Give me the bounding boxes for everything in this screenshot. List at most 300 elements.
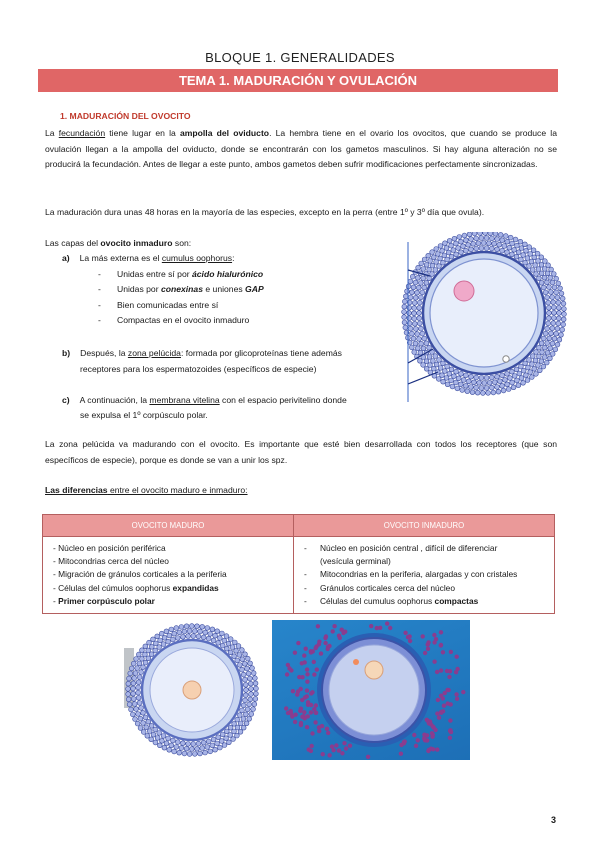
- cumulus-cell: [249, 712, 254, 717]
- cumulus-cell: [251, 671, 256, 676]
- cumulus-cell: [553, 347, 558, 352]
- cumulus-cell: [445, 364, 450, 369]
- cumulus-cell: [421, 363, 426, 368]
- cumulus-cell: [444, 376, 449, 381]
- cumulus-cell: [502, 244, 507, 249]
- cumulus-cell: [236, 644, 241, 649]
- cumulus-cell: [228, 733, 233, 738]
- cumulus-cell: [228, 650, 233, 655]
- cumulus-cell: [234, 648, 239, 653]
- cumulus-cell: [155, 736, 160, 741]
- cumulus-cell: [541, 336, 546, 341]
- cumulus-cell: [284, 706, 288, 710]
- cumulus-cell: [550, 341, 555, 346]
- cumulus-cell: [551, 272, 556, 277]
- cumulus-cell: [220, 643, 225, 648]
- cumulus-cell: [439, 694, 443, 698]
- cumulus-cell: [147, 729, 152, 734]
- cumulus-cell: [344, 746, 348, 750]
- cumulus-cell: [184, 624, 189, 629]
- col-header-maduro: OVOCITO MADURO: [43, 515, 294, 537]
- cumulus-cell: [415, 290, 420, 295]
- cumulus-cell: [436, 377, 441, 382]
- cumulus-cell: [224, 634, 229, 639]
- cumulus-cell: [191, 634, 196, 639]
- cumulus-cell: [421, 276, 426, 281]
- cumulus-cell: [388, 626, 392, 630]
- cumulus-cell: [506, 387, 511, 392]
- cumulus-cell: [446, 250, 451, 255]
- cumulus-cell: [555, 342, 560, 347]
- cumulus-cell: [174, 626, 179, 631]
- cumulus-cell: [203, 750, 208, 755]
- cumulus-cell: [348, 744, 352, 748]
- cumulus-cell: [435, 252, 440, 257]
- cumulus-cell: [479, 376, 484, 381]
- cumulus-cell: [184, 746, 189, 751]
- cumulus-cell: [146, 648, 151, 653]
- cumulus-cell: [421, 267, 426, 272]
- cumulus-cell: [133, 717, 138, 722]
- cumulus-cell: [189, 624, 194, 629]
- cumulus-cell: [146, 656, 151, 661]
- cumulus-cell: [192, 629, 197, 634]
- cumulus-cell: [528, 370, 533, 375]
- cumulus-cell: [521, 380, 526, 385]
- cumulus-cell: [544, 360, 549, 365]
- cumulus-cell: [412, 301, 417, 306]
- cumulus-cell: [159, 631, 164, 636]
- cumulus-cell: [560, 296, 565, 301]
- cumulus-cell: [309, 649, 313, 653]
- cumulus-cell: [462, 233, 467, 238]
- cumulus-cell: [547, 336, 552, 341]
- cumulus-cell: [172, 631, 177, 636]
- cumulus-cell: [211, 737, 216, 742]
- cumulus-cell: [405, 289, 410, 294]
- cumulus-cell: [206, 739, 211, 744]
- cumulus-cell: [140, 648, 145, 653]
- cumulus-cell: [474, 236, 479, 241]
- cumulus-cell: [246, 671, 251, 676]
- cumulus-cell: [410, 274, 415, 279]
- cumulus-cell: [417, 300, 422, 305]
- cumulus-cell: [550, 295, 555, 300]
- cumulus-cell: [500, 248, 505, 253]
- cumulus-cell: [157, 731, 162, 736]
- cumulus-cell: [216, 735, 221, 740]
- cumulus-cell: [426, 253, 431, 258]
- cumulus-cell: [402, 310, 407, 315]
- cumulus-cell: [483, 232, 488, 235]
- cumulus-cell: [167, 747, 172, 752]
- cumulus-cell: [450, 384, 455, 389]
- cumulus-cell: [433, 354, 438, 359]
- cumulus-cell: [454, 369, 459, 374]
- cumulus-cell: [487, 241, 492, 246]
- cumulus-cell: [513, 237, 518, 242]
- cumulus-cell: [309, 691, 313, 695]
- cumulus-cell: [551, 305, 556, 310]
- cumulus-cell: [143, 715, 148, 720]
- cumulus-cell: [419, 261, 424, 266]
- cumulus-cell: [314, 703, 318, 707]
- cumulus-cell: [431, 732, 435, 736]
- cumulus-cell: [424, 280, 429, 285]
- cumulus-cell: [471, 241, 476, 246]
- cumulus-cell: [452, 374, 457, 379]
- cumulus-cell: [250, 666, 255, 671]
- cumulus-cell: [151, 732, 156, 737]
- cumulus-cell: [492, 241, 497, 246]
- cumulus-cell: [402, 299, 407, 304]
- cumulus-cell: [191, 742, 196, 747]
- cumulus-cell: [206, 636, 211, 641]
- cumulus-cell: [195, 624, 200, 629]
- cumulus-cell: [552, 285, 557, 290]
- cumulus-cell: [456, 246, 461, 251]
- cumulus-cell: [505, 250, 510, 255]
- cumulus-cell: [519, 257, 524, 262]
- cumulus-cell: [484, 376, 489, 381]
- cumulus-cell: [141, 710, 146, 715]
- cumulus-cell: [332, 624, 336, 628]
- cumulus-cell: [385, 621, 389, 625]
- cumulus-cell: [562, 307, 567, 312]
- cumulus-cell: [430, 272, 435, 277]
- sub-item-text: Bien comunicadas entre sí: [117, 300, 219, 310]
- cumulus-cell: [415, 346, 420, 351]
- cumulus-cell: [427, 267, 432, 272]
- cumulus-cell: [518, 239, 523, 244]
- cumulus-cell: [286, 663, 290, 667]
- cumulus-cell: [465, 389, 470, 394]
- cumulus-cell: [439, 643, 443, 647]
- cumulus-cell: [141, 730, 146, 735]
- cumulus-cell: [136, 680, 141, 685]
- cumulus-cell: [422, 336, 427, 341]
- topic-banner: TEMA 1. MADURACIÓN Y OVULACIÓN: [38, 69, 558, 92]
- cumulus-cell: [445, 382, 450, 387]
- cumulus-cell: [534, 372, 539, 377]
- cumulus-cell: [408, 326, 413, 331]
- immature-polar-body: [353, 659, 359, 665]
- cumulus-cell: [224, 646, 229, 651]
- cumulus-cell: [228, 637, 233, 642]
- cumulus-cell: [143, 652, 148, 657]
- cumulus-cell: [208, 632, 213, 637]
- cumulus-cell: [454, 252, 459, 257]
- cumulus-cell: [235, 658, 240, 663]
- paragraph-fecundacion: La fecundación tiene lugar en la ampolla del oviducto. La hembra tiene en el ovario los ovocitos, que cuando se produce la ovulación llegan a la ampolla del oviducto, donde se encontrarán con los gametos masculinos. Si hay alguna alteración no se producirá la fecundación. Antes de llegar a este punto, ambos gametos deben sufrir modificaciones perfectamente sincronizadas.: [45, 128, 557, 169]
- cumulus-cell: [164, 741, 169, 746]
- cumulus-cell: [512, 247, 517, 252]
- cumulus-cell: [340, 751, 344, 755]
- cumulus-cell: [128, 671, 133, 676]
- cumulus-cell: [186, 742, 191, 747]
- cumulus-cell: [428, 259, 433, 264]
- cumulus-cell: [249, 692, 254, 697]
- cumulus-cell: [293, 720, 297, 724]
- cumulus-cell: [495, 385, 500, 390]
- cumulus-cell: [300, 661, 304, 665]
- cumulus-cell: [241, 717, 246, 722]
- cumulus-cell: [248, 697, 253, 702]
- cumulus-cell: [537, 354, 542, 359]
- cumulus-cell: [413, 295, 418, 300]
- cumulus-cell: [479, 236, 484, 241]
- cumulus-cell: [430, 263, 435, 268]
- cumulus-cell: [543, 331, 548, 336]
- cumulus-cell: [315, 667, 319, 671]
- cumulus-cell: [300, 715, 304, 719]
- cumulus-cell: [555, 326, 560, 331]
- cumulus-cell: [240, 667, 245, 672]
- cumulus-cell: [495, 374, 500, 379]
- cumulus-cell: [238, 729, 243, 734]
- cumulus-cell: [146, 719, 151, 724]
- cumulus-cell: [337, 748, 341, 752]
- cumulus-cell: [129, 666, 134, 671]
- immature-cytoplasm: [329, 645, 419, 735]
- cumulus-cell: [539, 341, 544, 346]
- cumulus-cell: [500, 373, 505, 378]
- cumulus-cell: [198, 751, 203, 756]
- paragraph-maduracion: La maduración dura unas 48 horas en la mayoría de las especies, excepto en la perra (entre 1º y 3º día que ovula).: [45, 207, 485, 217]
- cumulus-cell: [507, 245, 512, 250]
- cumulus-cell: [134, 657, 139, 662]
- cumulus-cell: [505, 382, 510, 387]
- cumulus-cell: [479, 386, 484, 391]
- cumulus-cell: [313, 720, 317, 724]
- cumulus-cell: [481, 391, 486, 396]
- cumulus-cell: [253, 676, 258, 681]
- cumulus-cell: [443, 241, 448, 246]
- cumulus-cell: [452, 236, 457, 241]
- cumulus-cell: [556, 316, 561, 321]
- sub-item: -: [98, 300, 101, 310]
- cumulus-cell: [449, 243, 454, 248]
- cumulus-cell: [523, 361, 528, 366]
- cumulus-cell: [420, 290, 425, 295]
- cumulus-cell: [171, 738, 176, 743]
- cumulus-cell: [466, 379, 471, 384]
- cumulus-cell: [540, 350, 545, 355]
- cumulus-cell: [242, 661, 247, 666]
- cumulus-cell: [220, 732, 225, 737]
- oocyte-comparison-image: [124, 620, 470, 760]
- cumulus-cell: [216, 640, 221, 645]
- cumulus-cell: [459, 250, 464, 255]
- cumulus-cell: [559, 291, 564, 296]
- sub-item: -: [98, 315, 101, 325]
- cumulus-cell: [417, 321, 422, 326]
- cumulus-cell: [189, 747, 194, 752]
- cumulus-cell: [321, 752, 325, 756]
- cumulus-cell: [411, 336, 416, 341]
- cumulus-cell: [203, 630, 208, 635]
- cumulus-cell: [524, 373, 529, 378]
- cumulus-cell: [247, 716, 252, 721]
- cumulus-cell: [342, 741, 346, 745]
- cumulus-cell: [177, 630, 182, 635]
- cumulus-cell: [420, 331, 425, 336]
- cumulus-cell: [243, 693, 248, 698]
- cumulus-cell: [127, 702, 132, 707]
- cumulus-cell: [511, 385, 516, 390]
- cumulus-cell: [230, 645, 235, 650]
- cumulus-cell: [430, 250, 435, 255]
- cumulus-cell: [140, 656, 145, 661]
- cumulus-cell: [244, 688, 249, 693]
- cumulus-cell: [448, 728, 452, 732]
- cumulus-cell: [139, 670, 144, 675]
- cumulus-cell: [147, 640, 152, 645]
- cumulus-cell: [231, 737, 236, 742]
- comparison-table: [42, 514, 555, 614]
- cumulus-cell: [550, 280, 555, 285]
- cumulus-cell: [243, 677, 248, 682]
- cumulus-cell: [432, 633, 436, 637]
- cumulus-cell: [558, 286, 563, 291]
- cumulus-cell: [253, 697, 258, 702]
- cumulus-cell: [131, 681, 136, 686]
- cumulus-cell: [461, 690, 465, 694]
- cumulus-cell: [402, 315, 407, 320]
- cumulus-cell: [195, 746, 200, 751]
- cumulus-cell: [466, 242, 471, 247]
- cumulus-cell: [305, 688, 309, 692]
- cumulus-cell: [232, 640, 237, 645]
- cumulus-cell: [554, 276, 559, 281]
- cumulus-cell: [495, 237, 500, 242]
- cumulus-cell: [416, 738, 420, 742]
- cumulus-cell: [169, 627, 174, 632]
- cumulus-cell: [411, 285, 416, 290]
- cumulus-cell: [548, 356, 553, 361]
- cumulus-cell: [243, 712, 248, 717]
- cumulus-cell: [428, 719, 432, 723]
- cumulus-cell: [500, 383, 505, 388]
- cumulus-cell: [412, 350, 417, 355]
- cumulus-cell: [144, 725, 149, 730]
- cumulus-cell: [402, 740, 406, 744]
- cumulus-cell: [151, 637, 156, 642]
- cumulus-cell: [232, 729, 237, 734]
- cumulus-cell: [527, 264, 532, 269]
- cumulus-cell: [525, 256, 530, 261]
- cumulus-cell: [455, 697, 459, 701]
- cumulus-cell: [182, 629, 187, 634]
- cumulus-cell: [305, 667, 309, 671]
- cumulus-cell: [177, 750, 182, 755]
- cumulus-cell: [138, 716, 143, 721]
- cumulus-cell: [192, 752, 197, 757]
- cumulus-cell: [551, 300, 556, 305]
- cumulus-cell: [415, 275, 420, 280]
- cumulus-cell: [238, 721, 243, 726]
- cumulus-cell: [435, 670, 439, 674]
- block-title: BLOQUE 1. GENERALIDADES: [205, 50, 395, 65]
- cumulus-cell: [555, 295, 560, 300]
- term-fecundacion: fecundación: [58, 128, 106, 138]
- cumulus-cell: [461, 378, 466, 383]
- cumulus-cell: [132, 676, 137, 681]
- cumulus-cell: [226, 641, 231, 646]
- cumulus-cell: [240, 708, 245, 713]
- cumulus-cell: [526, 365, 531, 370]
- cumulus-cell: [407, 311, 412, 316]
- cumulus-cell: [530, 354, 535, 359]
- cumulus-cell: [254, 691, 259, 696]
- cumulus-cell: [554, 331, 559, 336]
- cumulus-cell: [493, 232, 498, 236]
- cumulus-cell: [235, 725, 240, 730]
- cumulus-cell: [402, 304, 407, 309]
- cumulus-cell: [510, 369, 515, 374]
- cumulus-cell: [200, 624, 205, 629]
- cumulus-cell: [134, 707, 139, 712]
- cumulus-cell: [289, 709, 293, 713]
- cumulus-cell: [444, 246, 449, 251]
- cumulus-cell: [129, 707, 134, 712]
- cumulus-cell: [464, 248, 469, 253]
- cumulus-cell: [327, 753, 331, 757]
- cumulus-cell: [432, 660, 436, 664]
- cumulus-cell: [541, 364, 546, 369]
- cumulus-cell: [551, 321, 556, 326]
- cumulus-cell: [418, 350, 423, 355]
- immature-nucleus: [365, 661, 383, 679]
- cumulus-cell: [523, 242, 528, 247]
- cumulus-cell: [500, 238, 505, 243]
- cumulus-cell: [474, 246, 479, 251]
- cumulus-cell: [475, 390, 480, 395]
- cumulus-cell: [431, 359, 436, 364]
- cumulus-cell: [498, 232, 503, 237]
- cumulus-cell: [310, 731, 314, 735]
- sub-item-text: Unidas por conexinas e uniones GAP: [117, 284, 264, 294]
- cumulus-cell: [241, 725, 246, 730]
- cumulus-cell: [313, 710, 317, 714]
- cumulus-cell: [551, 316, 556, 321]
- cumulus-cell: [299, 707, 303, 711]
- cumulus-cell: [457, 235, 462, 240]
- col-header-inmaduro: OVOCITO INMADURO: [294, 515, 555, 537]
- cumulus-cell: [426, 642, 430, 646]
- cumulus-cell: [521, 253, 526, 258]
- cell-inmaduro: - Núcleo en posición central , difícil de diferenciar (vesícula germinal) - Mitocondrias en la periferia, alargadas y con cristales - Gránulos corticales cerca del núcleo - Células del cumulus oophorus compactas: [294, 537, 555, 614]
- cumulus-cell: [537, 345, 542, 350]
- cumulus-cell: [249, 687, 254, 692]
- cumulus-cell: [464, 373, 469, 378]
- cumulus-cell: [448, 718, 452, 722]
- cumulus-cell: [439, 668, 443, 672]
- cumulus-cell: [542, 275, 547, 280]
- cumulus-cell: [227, 740, 232, 745]
- cumulus-cell: [369, 624, 373, 628]
- cumulus-cell: [505, 371, 510, 376]
- cumulus-cell: [488, 232, 493, 236]
- cumulus-cell: [135, 721, 140, 726]
- cumulus-cell: [334, 743, 338, 747]
- cumulus-cell: [303, 695, 307, 699]
- cumulus-cell: [435, 747, 439, 751]
- cumulus-cell: [145, 733, 150, 738]
- cumulus-cell: [441, 361, 446, 366]
- cumulus-cell: [487, 380, 492, 385]
- cumulus-cell: [435, 711, 439, 715]
